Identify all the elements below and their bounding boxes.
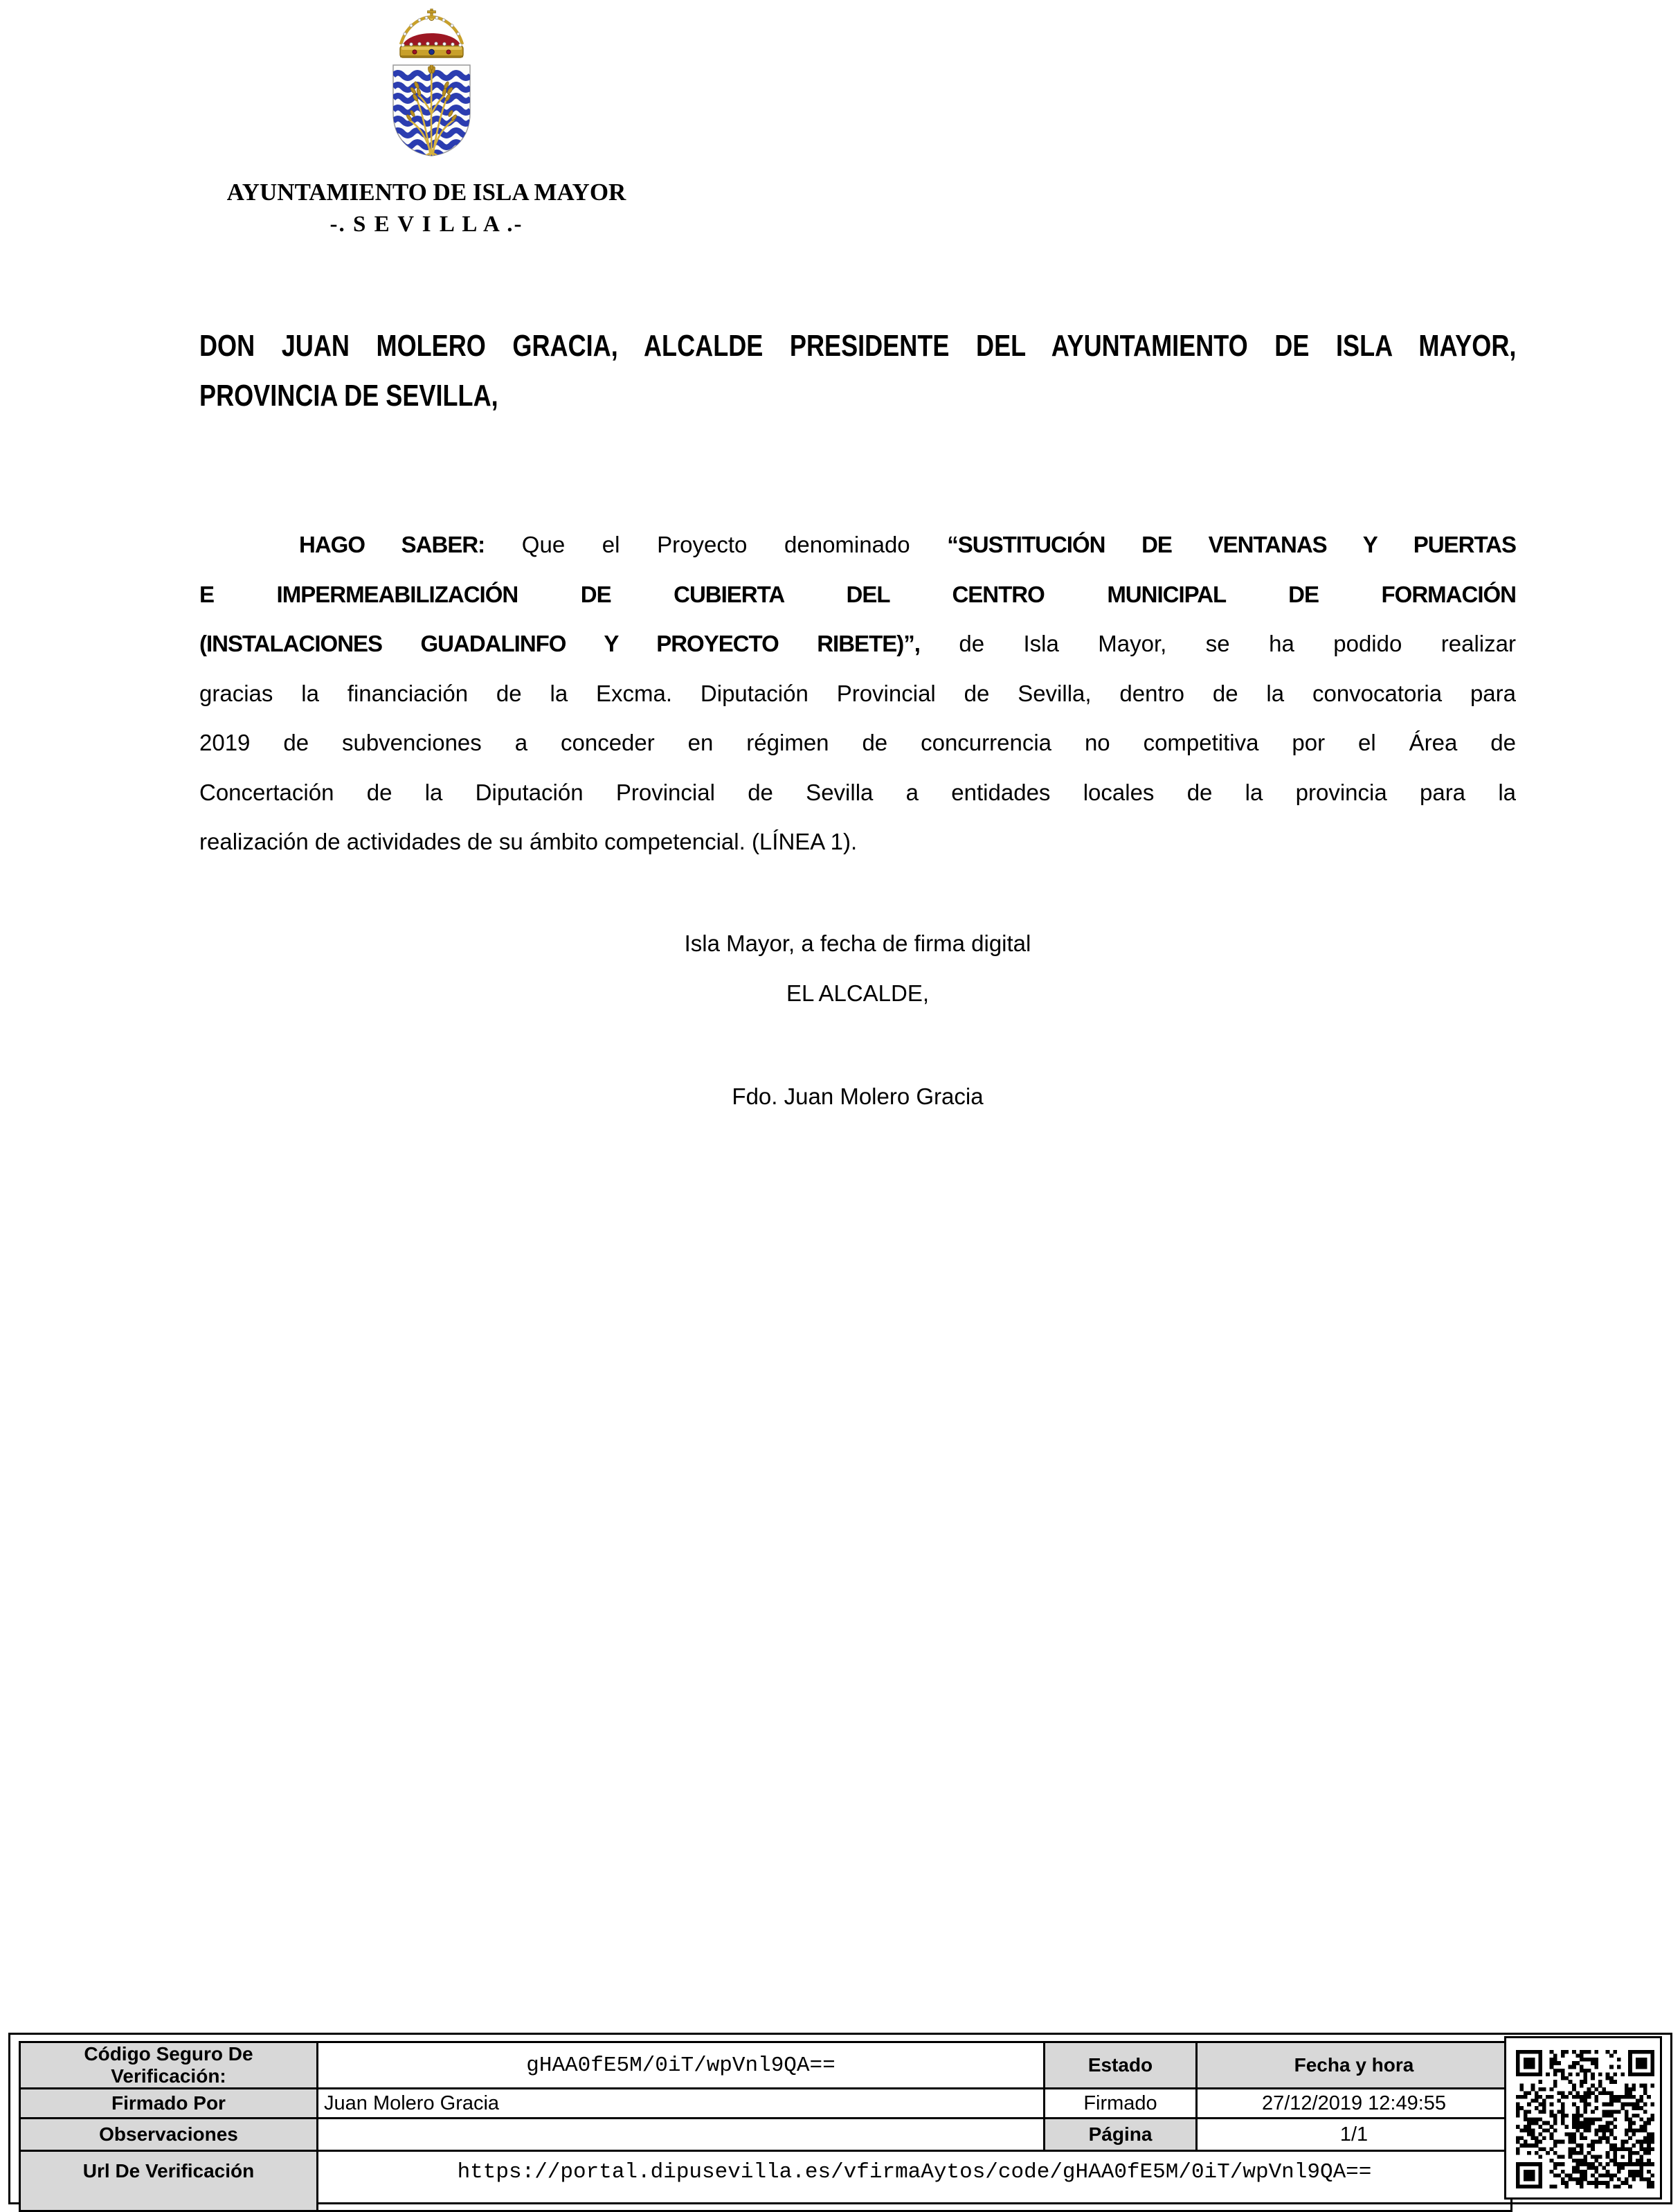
addresser-line: DON JUAN MOLERO GRACIA, ALCALDE PRESIDENTE DEL AYUNTAMIENTO DE ISLA MAYOR, [199, 329, 1517, 363]
shield [393, 63, 471, 157]
pagina-label: Página [1045, 2119, 1197, 2151]
paragraph-line: realización de actividades de su ámbito competencial. (LÍNEA 1). [199, 829, 858, 854]
fecha-header: Fecha y hora [1197, 2042, 1512, 2089]
letterhead-title: AYUNTAMIENTO DE ISLA MAYOR [226, 179, 626, 206]
paragraph-line: (INSTALACIONES GUADALINFO Y PROYECTO RIBETE)”, de Isla Mayor, se ha podido realizar [199, 631, 1516, 656]
letter-paragraph [199, 520, 1516, 867]
verification-footer [8, 2033, 1672, 2204]
signature-place-line: Isla Mayor, a fecha de firma digital [684, 930, 1031, 956]
paragraph-line: E IMPERMEABILIZACIÓN DE CUBIERTA DEL CENTRO MUNICIPAL DE FORMACIÓN [199, 581, 1516, 607]
verification-table [19, 2041, 1512, 2212]
fecha-value: 27/12/2019 12:49:55 [1197, 2089, 1512, 2119]
observaciones-label: Observaciones [20, 2119, 318, 2151]
paragraph-line: Concertación de la Diputación Provincial de Sevilla a entidades locales de la provincia para la [199, 779, 1516, 805]
letterhead [199, 177, 653, 238]
observaciones-value [318, 2119, 1045, 2151]
addresser-block [199, 321, 1516, 420]
url-value: https://portal.dipusevilla.es/vfirmaAytos/code/gHAA0fE5M/0iT/wpVnl9QA== [318, 2151, 1512, 2211]
signature-role-line: EL ALCALDE, [786, 980, 930, 1006]
url-label: Url De Verificación [20, 2151, 318, 2211]
csv-label: Código Seguro De Verificación: [20, 2042, 318, 2089]
paragraph-line: gracias la financiación de la Excma. Diputación Provincial de Sevilla, dentro de la convocatoria para [199, 680, 1516, 706]
signature-name-line: Fdo. Juan Molero Gracia [732, 1083, 984, 1109]
paragraph-line: HAGO SABER: Que el Proyecto denominado “SUSTITUCIÓN DE VENTANAS Y PUERTAS [299, 532, 1516, 557]
table-row [20, 2119, 1512, 2151]
csv-value: gHAA0fE5M/0iT/wpVnl9QA== [318, 2042, 1045, 2089]
addresser-line: PROVINCIA DE SEVILLA, [199, 378, 498, 413]
pagina-value: 1/1 [1197, 2119, 1512, 2151]
letterhead-subtitle: -. S E V I L L A .- [329, 212, 523, 237]
paragraph-line: 2019 de subvenciones a conceder en régimen de concurrencia no competitiva por el Área de [199, 730, 1516, 755]
firmado-por-value: Juan Molero Gracia [318, 2089, 1045, 2119]
qr-code [1504, 2036, 1662, 2200]
table-row [20, 2151, 1512, 2211]
estado-header: Estado [1045, 2042, 1197, 2089]
crown [400, 9, 463, 57]
signature-block [199, 919, 1516, 1122]
table-row [20, 2042, 1512, 2089]
estado-value: Firmado [1045, 2089, 1197, 2119]
table-row [20, 2089, 1512, 2119]
firmado-por-label: Firmado Por [20, 2089, 318, 2119]
coat-of-arms-icon [391, 8, 472, 157]
